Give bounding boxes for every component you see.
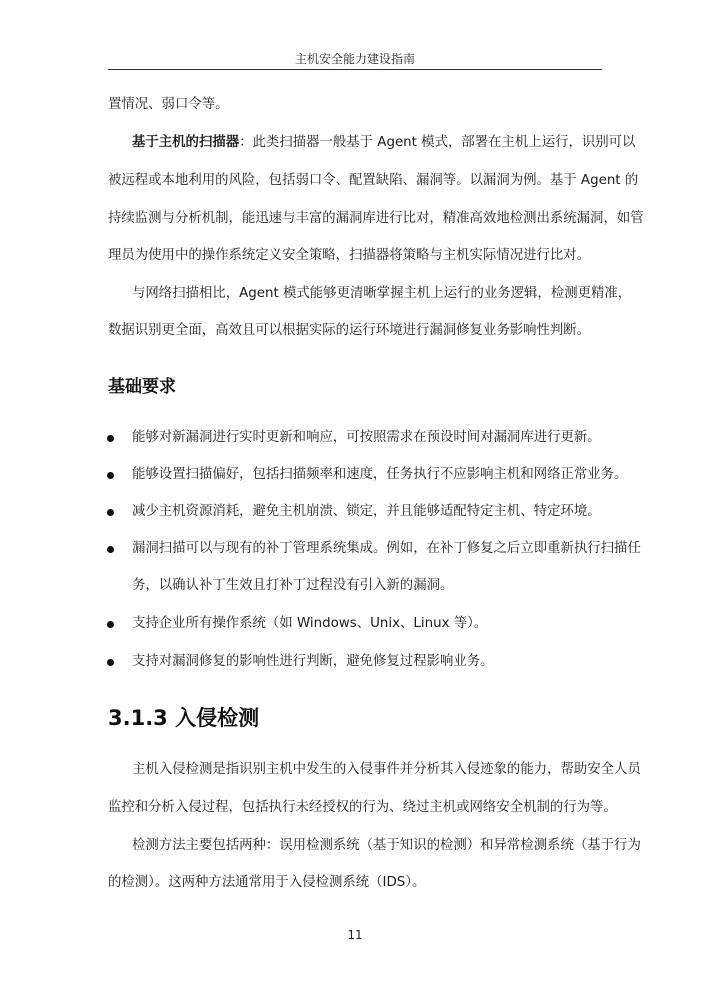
bullet-icon [107,546,114,553]
paragraph-text: ：此类扫描器一般基于 Agent 模式，部署在主机上运行，识别可以 [239,135,636,150]
bullet-icon [107,621,114,628]
list-item: 支持对漏洞修复的影响性进行判断，避免修复过程影响业务。 [132,654,494,669]
paragraph-line: 监控和分析入侵过程，包括执行未经授权的行为、绕过主机或网络安全机制的行为等。 [108,800,617,815]
term-label: 基于主机的扫描器 [132,135,240,150]
list-item: 能够设置扫描偏好，包括扫描频率和速度，任务执行不应影响主机和网络正常业务。 [132,467,628,482]
bullet-icon [107,472,114,479]
paragraph-line: 的检测）。这两种方法通常用于入侵检测系统（IDS）。 [108,875,426,890]
paragraph-line: 理员为使用中的操作系统定义安全策略，扫描器将策略与主机实际情况进行比对。 [108,248,591,263]
running-header: 主机安全能力建设指南 [294,52,415,66]
paragraph-line: 被远程或本地利用的风险，包括弱口令、配置缺陷、漏洞等。以漏洞为例。基于 Agent 的 [108,173,639,188]
paragraph-line: 与网络扫描相比，Agent 模式能够更清晰掌握主机上运行的业务逻辑，检测更精准， [132,286,632,301]
bullet-icon [107,659,114,666]
list-item: 能够对新漏洞进行实时更新和响应，可按照需求在预设时间对漏洞库进行更新。 [132,430,601,445]
paragraph-line: 检测方法主要包括两种：误用检测系统（基于知识的检测）和异常检测系统（基于行为 [132,838,641,853]
list-item: 支持企业所有操作系统（如 Windows、Unix、Linux 等）。 [132,616,488,631]
list-item: 漏洞扫描可以与现有的补丁管理系统集成。例如，在补丁修复之后立即重新执行扫描任 [132,541,641,556]
paragraph-line: 数据识别更全面，高效且可以根据实际的运行环境进行漏洞修复业务影响性判断。 [108,323,591,338]
bullet-icon [107,435,114,442]
bullet-icon [107,509,114,516]
section-heading: 基础要求 [108,377,176,397]
list-item: 减少主机资源消耗，避免主机崩溃、锁定，并且能够适配特定主机、特定环境。 [132,504,601,519]
list-item-continuation: 务，以确认补丁生效且打补丁过程没有引入新的漏洞。 [132,578,454,593]
paragraph-line [132,133,636,153]
page-number: 11 [347,928,363,942]
header-divider [108,69,602,70]
paragraph-line: 主机入侵检测是指识别主机中发生的入侵事件并分析其入侵迹象的能力，帮助安全人员 [132,762,641,777]
paragraph-line: 置情况、弱口令等。 [108,97,229,112]
major-heading: 3.1.3 入侵检测 [108,706,260,730]
paragraph-line: 持续监测与分析机制，能迅速与丰富的漏洞库进行比对，精准高效地检测出系统漏洞，如管 [108,211,644,226]
